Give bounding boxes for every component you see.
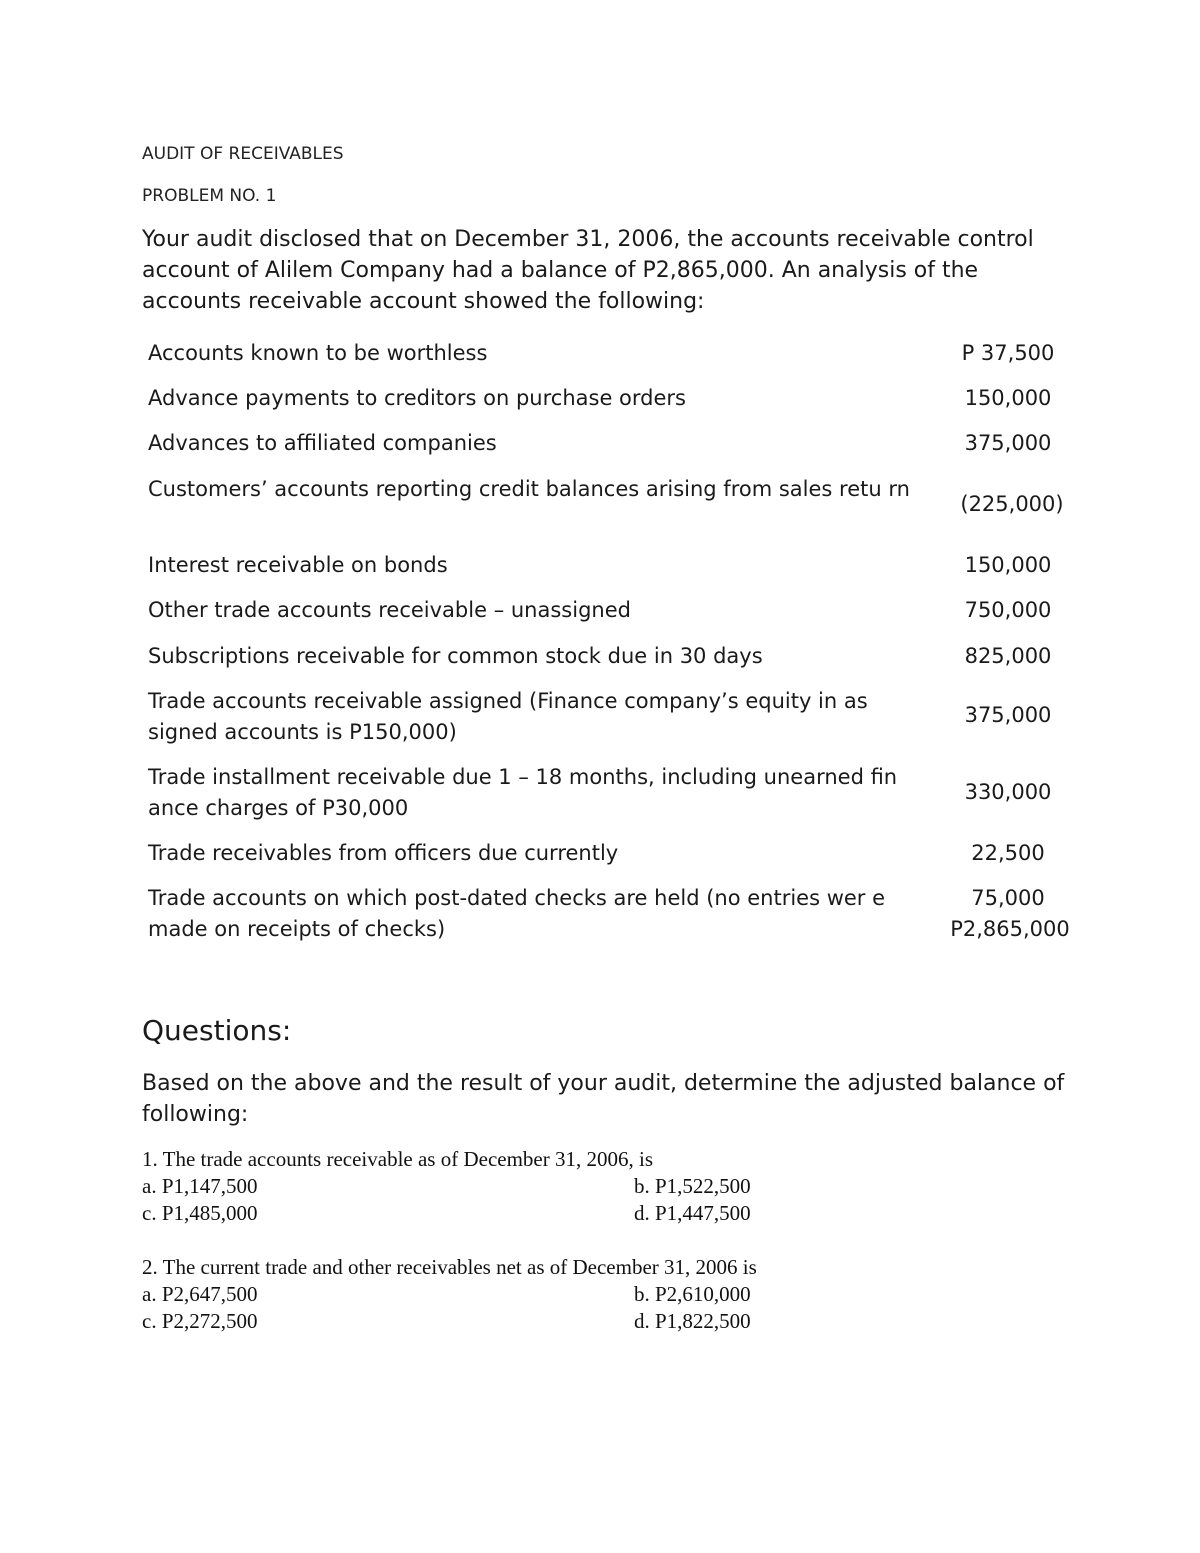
table-row-label: Customers’ accounts reporting credit balances arising from sales retu rn (148, 477, 910, 501)
choice-c: c. P2,272,500 (142, 1309, 258, 1333)
intro-line-3: accounts receivable account showed the following: (142, 289, 705, 314)
questions-heading: Questions: (142, 1014, 292, 1047)
table-row-label: Advances to affiliated companies (148, 431, 497, 455)
table-row-label: Trade accounts on which post-dated checks are held (no entries wer e made on receipts of checks) (148, 886, 886, 941)
intro-line-1: Your audit disclosed that on December 31, 2006, the accounts receivable control (142, 227, 1034, 252)
table-row-amount: 150,000 (964, 386, 1052, 410)
table-row-amount: 330,000 (964, 780, 1052, 804)
table-row-label: Trade installment receivable due 1 – 18 months, including unearned fin ance charges of P30,000 (148, 765, 898, 820)
table-row-amount: 75,000 (971, 886, 1045, 910)
questions-instruction-line-1: Based on the above and the result of your audit, determine the adjusted balance of (142, 1071, 1065, 1096)
table-row-amount: P 37,500 (961, 341, 1055, 365)
table-row-label: Interest receivable on bonds (148, 553, 448, 577)
choice-b: b. P1,522,500 (634, 1174, 751, 1198)
table-row-label: Advance payments to creditors on purchase orders (148, 386, 686, 410)
table-row-label: Trade receivables from officers due currently (148, 841, 619, 865)
table-row-label: Other trade accounts receivable – unassigned (148, 598, 631, 622)
choice-d: d. P1,822,500 (634, 1309, 751, 1333)
table-row-amount: (225,000) (960, 492, 1064, 516)
table-row-label: Accounts known to be worthless (148, 341, 488, 365)
choice-b: b. P2,610,000 (634, 1282, 751, 1306)
intro-line-2: account of Alilem Company had a balance of P2,865,000. An analysis of the (142, 258, 979, 283)
document-title: AUDIT OF RECEIVABLES (142, 144, 344, 164)
table-row-amount: 22,500 (971, 841, 1045, 865)
choice-a: a. P1,147,500 (142, 1174, 258, 1198)
table-row-amount: 750,000 (964, 598, 1052, 622)
table-row-label: Subscriptions receivable for common stock due in 30 days (148, 644, 763, 668)
table-row-amount: 375,000 (964, 703, 1052, 727)
table-row-label: Trade accounts receivable assigned (Finance company’s equity in as signed accounts is P150,000) (148, 689, 868, 744)
table-row-amount: 150,000 (964, 553, 1052, 577)
questions-instruction-line-2: following: (142, 1102, 249, 1127)
table-row-amount: 375,000 (964, 431, 1052, 455)
table-row-amount: 825,000 (964, 644, 1052, 668)
choice-d: d. P1,447,500 (634, 1201, 751, 1225)
table-total: P2,865,000 (950, 917, 1070, 941)
choice-c: c. P1,485,000 (142, 1201, 258, 1225)
question-text: 1. The trade accounts receivable as of December 31, 2006, is (142, 1147, 653, 1171)
problem-number: PROBLEM NO. 1 (142, 186, 277, 206)
question-text: 2. The current trade and other receivables net as of December 31, 2006 is (142, 1255, 757, 1279)
choice-a: a. P2,647,500 (142, 1282, 258, 1306)
